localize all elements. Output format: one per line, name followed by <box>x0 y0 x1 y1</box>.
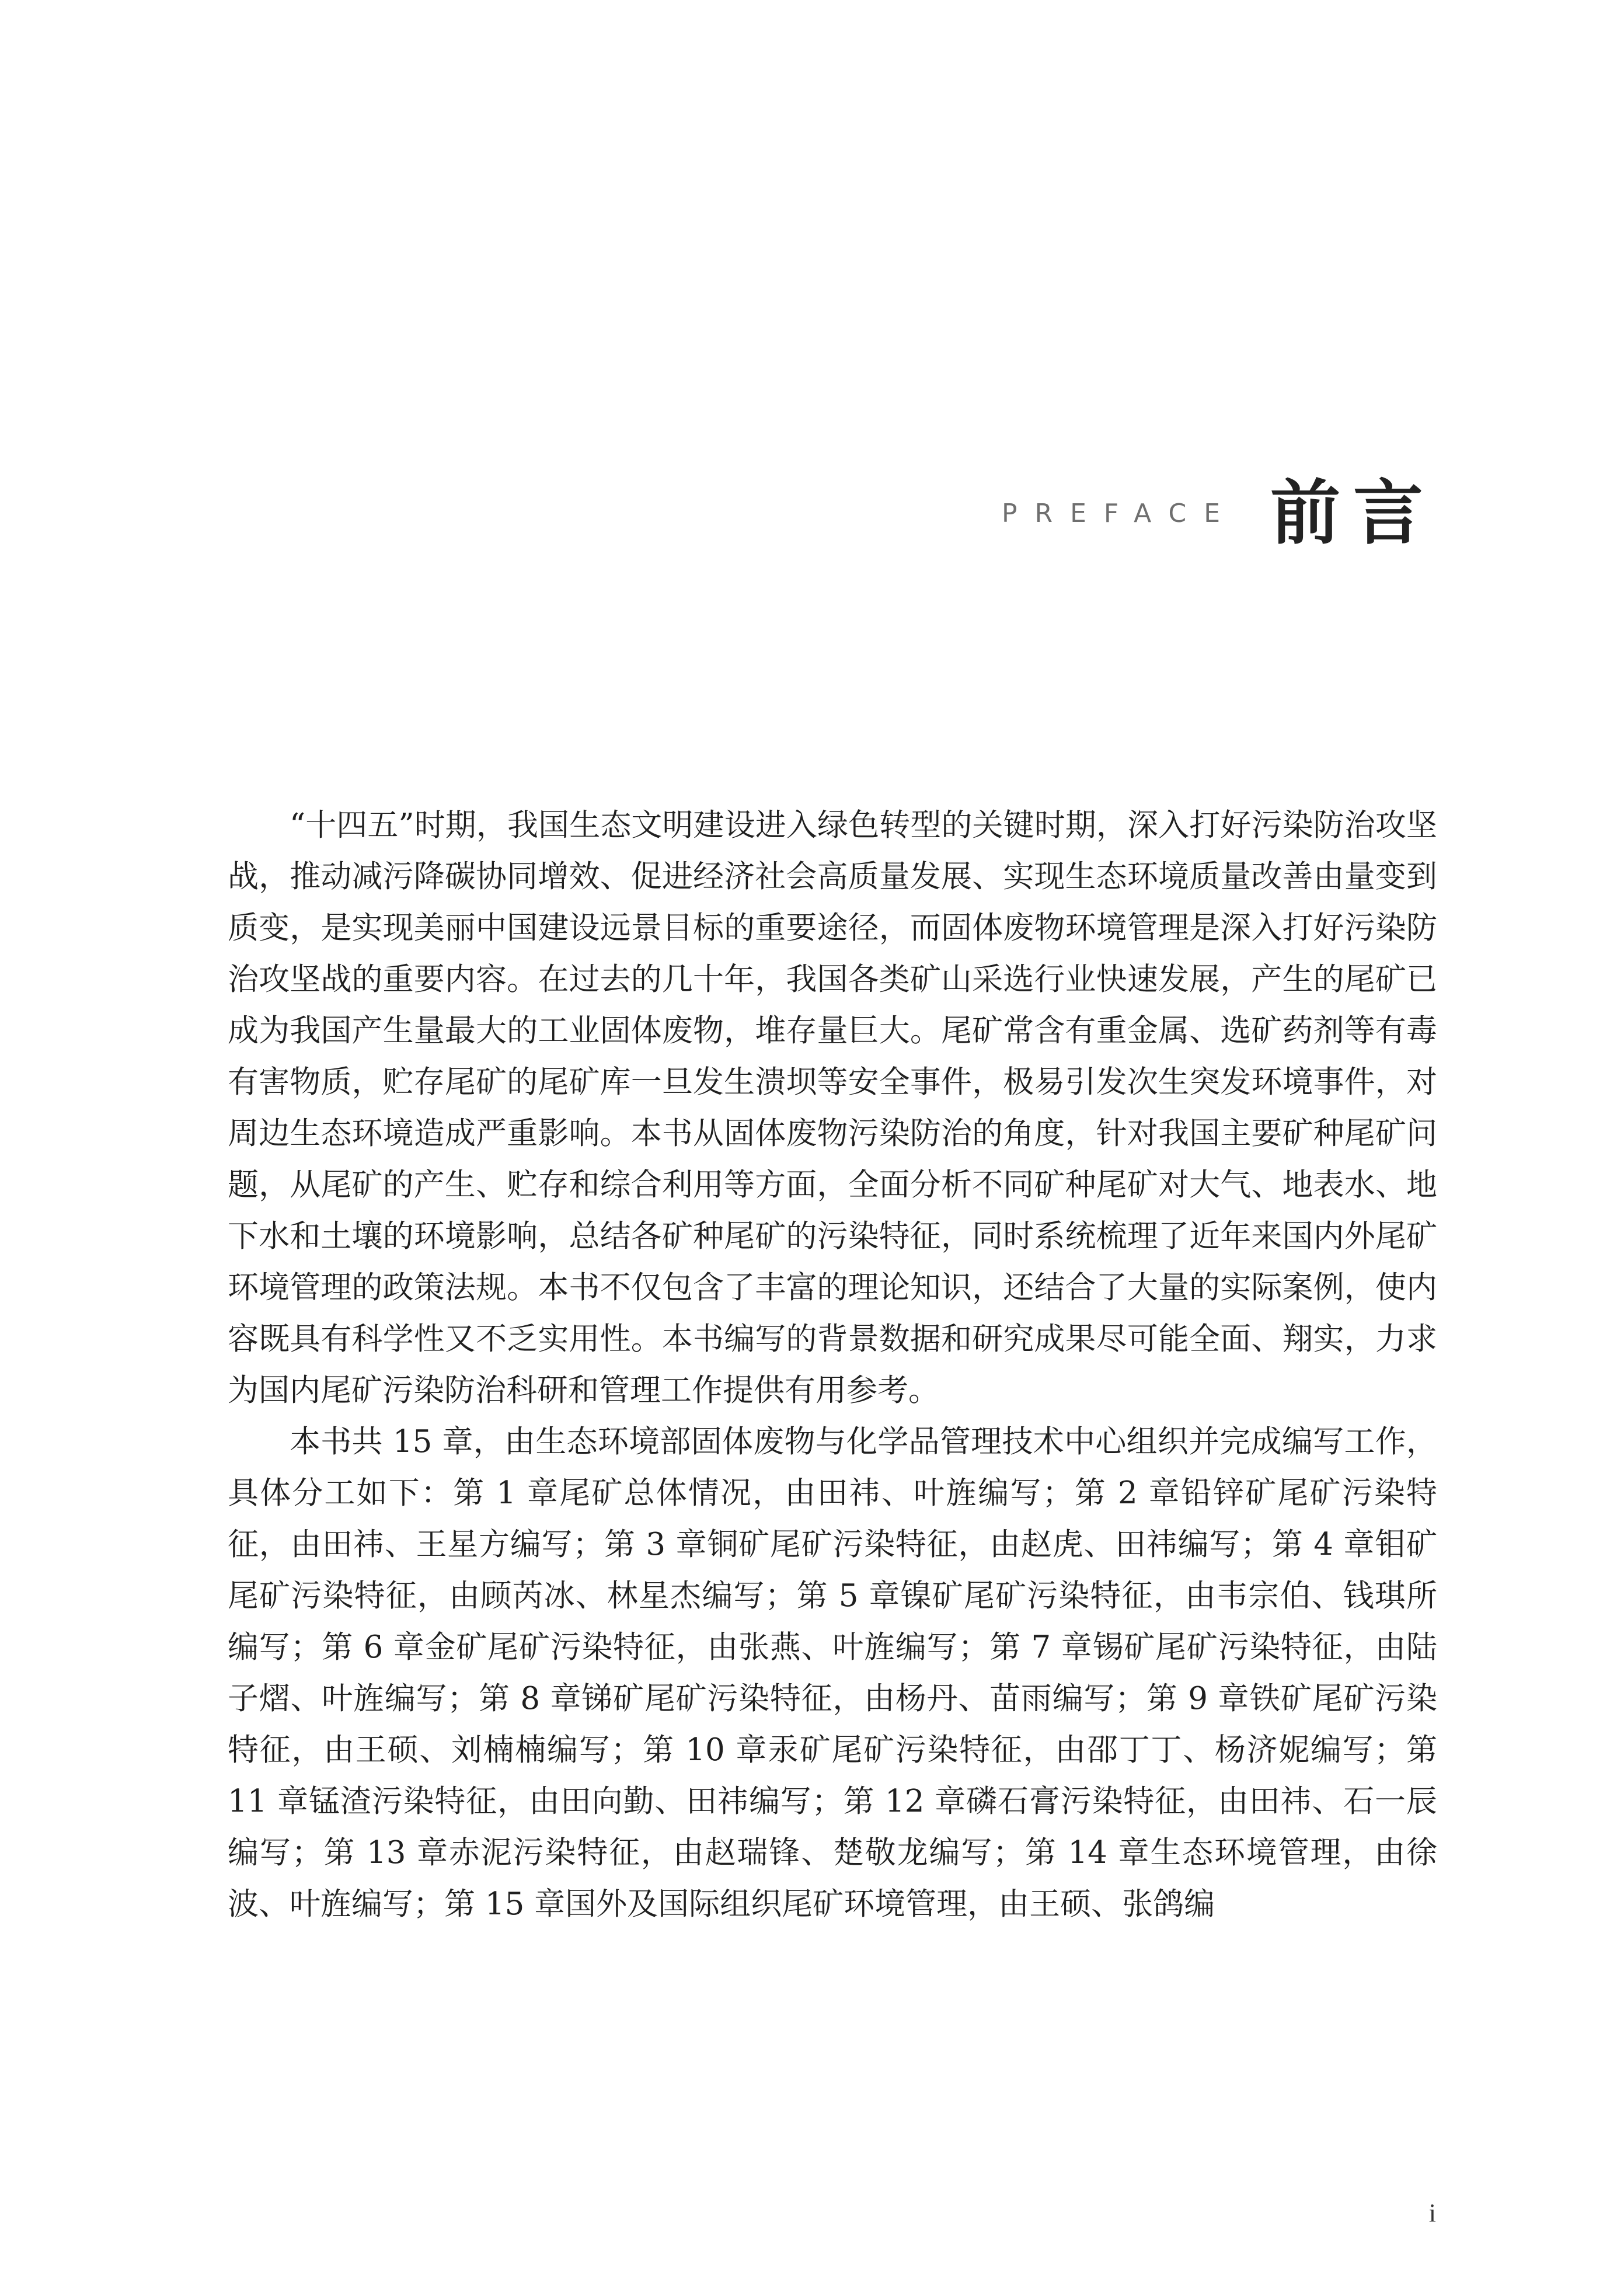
page-number: i <box>1428 2199 1436 2227</box>
paragraph-intro: “十四五”时期，我国生态文明建设进入绿色转型的关键时期，深入打好污染防治攻坚战，推动减污降碳协同增效、促进经济社会高质量发展、实现生态环境质量改善由量变到质变，是实现美丽中国建设远景目标的重要途径，而固体废物环境管理是深入打好污染防治攻坚战的重要内容。在过去的几十年，我国各类矿山采选行业快速发展，产生的尾矿已成为我国产生量最大的工业固体废物，堆存量巨大。尾矿常含有重金属、选矿药剂等有毒有害物质，贮存尾矿的尾矿库一旦发生溃坝等安全事件，极易引发次生突发环境事件，对周边生态环境造成严重影响。本书从固体废物污染防治的角度，针对我国主要矿种尾矿问题，从尾矿的产生、贮存和综合利用等方面，全面分析不同矿种尾矿对大气、地表水、地下水和土壤的环境影响，总结各矿种尾矿的污染特征，同时系统梳理了近年来国内外尾矿环境管理的政策法规。本书不仅包含了丰富的理论知识，还结合了大量的实际案例，使内容既具有科学性又不乏实用性。本书编写的背景数据和研究成果尽可能全面、翔实，力求为国内尾矿污染防治科研和管理工作提供有用参考。 <box>228 807 1437 1408</box>
body-text <box>228 800 1437 1930</box>
paragraph-authors: 本书共 15 章，由生态环境部固体废物与化学品管理技术中心组织并完成编写工作，具体分工如下：第 1 章尾矿总体情况，由田祎、叶旌编写；第 2 章铅锌矿尾矿污染特征，由田祎、王星方编写；第 3 章铜矿尾矿污染特征，由赵虎、田祎编写；第 4 章钼矿尾矿污染特征，由顾芮冰、林星杰编写；第 5 章镍矿尾矿污染特征，由韦宗伯、钱琪所编写；第 6 章金矿尾矿污染特征，由张燕、叶旌编写；第 7 章锡矿尾矿污染特征，由陆子熠、叶旌编写；第 8 章锑矿尾矿污染特征，由杨丹、苗雨编写；第 9 章铁矿尾矿污染特征，由王硕、刘楠楠编写；第 10 章汞矿尾矿污染特征，由邵丁丁、杨济妮编写；第 11 章锰渣污染特征，由田向勤、田祎编写；第 12 章磷石膏污染特征，由田祎、石一辰编写；第 13 章赤泥污染特征，由赵瑞锋、楚敬龙编写；第 14 章生态环境管理，由徐波、叶旌编写；第 15 章国外及国际组织尾矿环境管理，由王硕、张鸽编 <box>228 1424 1437 1922</box>
chapter-header <box>1001 473 1436 554</box>
chapter-title-chinese: 前言 <box>1270 473 1436 554</box>
chapter-title-english: PREFACE <box>1001 499 1238 528</box>
